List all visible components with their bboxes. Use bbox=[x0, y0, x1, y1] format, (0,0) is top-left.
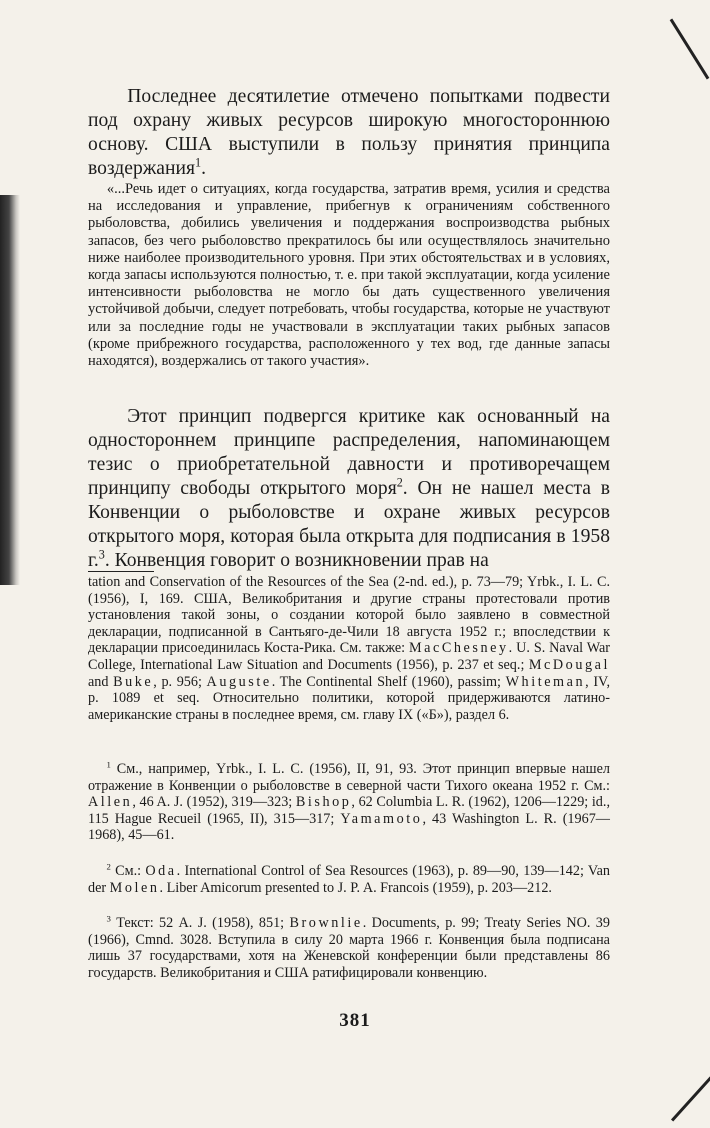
footnote-1 bbox=[88, 761, 610, 844]
author-name: Auguste bbox=[206, 673, 272, 690]
binding-shadow bbox=[0, 195, 20, 585]
author-name: McDougal bbox=[528, 656, 610, 673]
author-name: Oda bbox=[145, 863, 177, 879]
paragraph-text: Этот принцип подвергся критике как основанный на одностороннем принципе распределения, напоминающем тезис о приобретательной давности и противоречащем принципу свободы открытого моря bbox=[88, 406, 610, 499]
author-name: Bishop bbox=[295, 794, 352, 811]
footnote-text: , 62 Columbia L. R. (1962), 1206—1229; id., 115 Hague Recueil (1965, II), 315—317; bbox=[88, 794, 610, 827]
paragraph-text: . bbox=[201, 158, 206, 179]
footnote-ref: 3 bbox=[98, 547, 105, 562]
author-name: Brownlie bbox=[289, 915, 363, 931]
author-name: Allen bbox=[88, 794, 133, 811]
footnote-separator bbox=[88, 571, 154, 572]
footnote-ref: 1 bbox=[194, 155, 202, 170]
footnote-text: . Documents, p. 99; Treaty Series NO. 39 (1966), Cmnd. 3028. Вступила в силу 20 марта 1966 г. Конвенция была подписана лишь 37 государствами, хотя на Женевской конференции были представлены 86 государств. Великобритания и США ратифицировали конвенцию. bbox=[88, 915, 610, 981]
footnote-text: Текст: 52 A. J. (1958), 851; bbox=[110, 915, 290, 931]
footnote-2 bbox=[88, 863, 610, 896]
footnote-text: См.: bbox=[110, 863, 146, 879]
author-name: Molen bbox=[109, 879, 160, 896]
footnote-text: . U. S. Naval War College, International Law Situation and Documents (1956), p. 237 et seq.; bbox=[88, 640, 610, 673]
footnote-3 bbox=[88, 915, 610, 981]
body-paragraph-2 bbox=[88, 405, 610, 573]
footnote-number: 3 bbox=[106, 913, 111, 924]
footnote-text: tation and Conservation of the Resources of the Sea (2-nd. ed.), p. 73—79; Yrbk., I. L. C. (1956), I, 169. США, Великобритания и другие страны протестовали против установления такой зоны, о создании которой было заявлено в совместной декларации, подписанной в Сантьяго-де-Чили 18 августа 1952 г.; впоследствии к декларации присоединилась Коста-Рика. См. также: bbox=[88, 574, 610, 657]
footnote-text: and bbox=[88, 673, 114, 690]
paragraph-text: Последнее десятилетие отмечено попытками подвести под охрану живых ресурсов широкую многостороннюю основу. США выступили в пользу принятия принципа воздержания bbox=[88, 86, 610, 179]
scan-edge-mark-bottom bbox=[671, 1076, 710, 1121]
author-name: Yamamoto bbox=[340, 810, 423, 827]
footnote-number: 1 bbox=[106, 759, 111, 770]
body-paragraph-1 bbox=[88, 85, 610, 181]
footnote-text: , IV, p. 1089 et seq. Относительно политики, которой придерживаются латино-американские страны в последнее время, см. главу IX («Б»), раздел 6. bbox=[88, 673, 611, 723]
footnote-ref: 2 bbox=[396, 475, 403, 490]
paragraph-text: . Он не нашел места в Конвенции о рыболовстве и охране живых ресурсов открытого моря, которая была открыта для подписания в 1958 г. bbox=[88, 478, 610, 571]
footnote-number: 2 bbox=[106, 861, 111, 872]
footnote-text: , 46 A. J. (1952), 319—323; bbox=[132, 794, 296, 811]
footnote-continued bbox=[88, 574, 610, 723]
scan-edge-mark-top bbox=[670, 19, 710, 80]
paragraph-text: . Конвенция говорит о возникновении прав на bbox=[104, 550, 489, 571]
author-name: Whiteman bbox=[505, 673, 586, 690]
footnote-text: , p. 956; bbox=[153, 673, 207, 690]
footnote-text: . International Control of Sea Resources (1963), p. 89—90, 139—142; Van der bbox=[88, 863, 610, 896]
author-name: Buke bbox=[113, 673, 154, 690]
page-number: 381 bbox=[339, 1010, 371, 1031]
footnote-text: . Liber Amicorum presented to J. P. A. Francois (1959), p. 203—212. bbox=[159, 879, 552, 896]
footnote-text: См., например, Yrbk., I. L. C. (1956), II, 91, 93. Этот принцип впервые нашел отражение в Конвенции о рыболовстве в северной части Тихого океана 1952 г. См.: bbox=[88, 761, 610, 794]
block-quote: «...Речь идет о ситуациях, когда государства, затратив время, усилия и средства на исследования и управление, прибегнув к ограничениям собственного рыболовства, добились увеличения и поддержания воспроизводства рыбных запасов, без чего рыболовство прекратилось бы или осуществлялось значительно ниже наиболее производительного уровня. При этих обстоятельствах и в условиях, когда запасы используются полностью, т. е. при такой эксплуатации, когда усиление интенсивности рыболовства не могло бы дать существенного увеличения устойчивой добычи, следует потребовать, чтобы государства, которые не участвуют или за последние годы не участвовали в эксплуатации таких рыбных запасов (кроме прибрежного государства, расположенного у тех вод, где данные запасы находятся), воздержались от такого участия». bbox=[88, 181, 610, 370]
footnote-text: , 43 Washington L. R. (1967—1968), 45—61. bbox=[88, 810, 610, 844]
footnote-text: . The Continental Shelf (1960), passim; bbox=[271, 673, 506, 690]
author-name: MacChesney bbox=[408, 640, 509, 657]
